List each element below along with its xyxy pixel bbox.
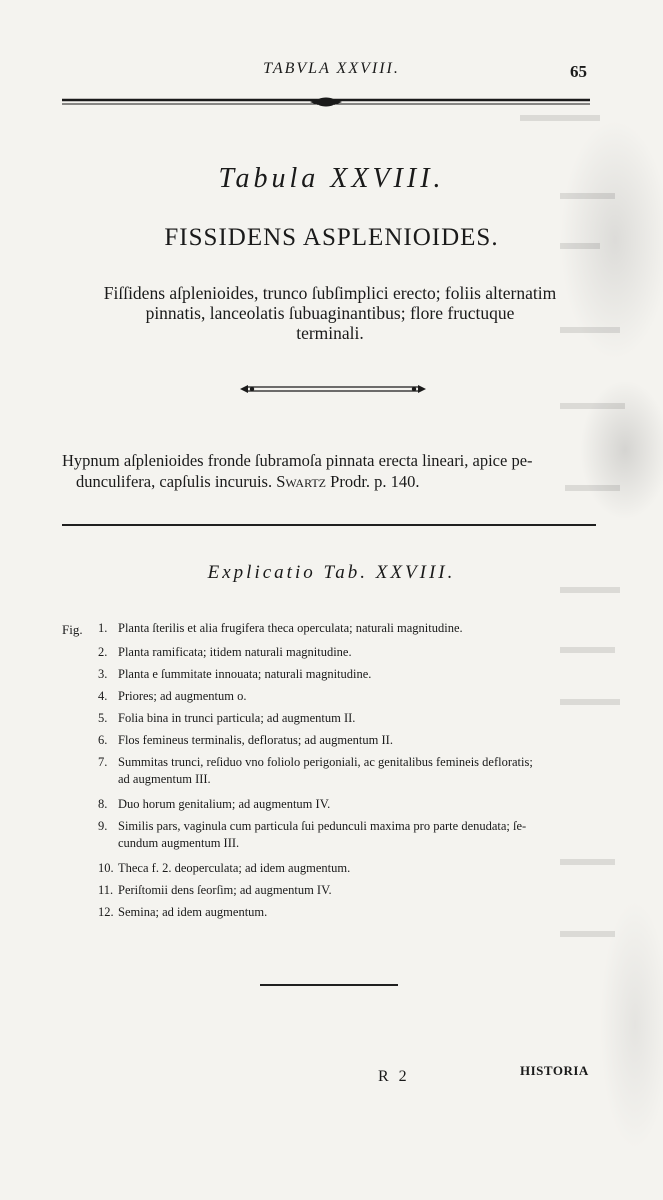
figure-description: Planta ramificata; itidem naturali magnitudine. — [118, 645, 352, 659]
figure-explanation-item — [98, 620, 598, 637]
figure-description-continuation: cundum augmentum III. — [118, 836, 240, 850]
species-name: FISSIDENS ASPLENIOIDES. — [164, 224, 499, 251]
running-title: TABVLA XXVIII. — [263, 60, 400, 77]
signature-mark: R 2 — [378, 1068, 410, 1085]
figure-explanation-item — [98, 688, 598, 705]
figure-number: 4. — [98, 689, 108, 703]
figure-explanation-item — [98, 710, 598, 727]
explicatio-title: Explicatio Tab. XXVIII. — [207, 562, 456, 583]
synonym-line: Hypnum aſplenioides fronde ſubramoſa pinnata erecta lineari, apice pe- — [62, 451, 533, 470]
figure-description: Planta ſterilis et alia frugifera theca operculata; naturali magnitudine. — [118, 621, 463, 635]
figure-number: 2. — [98, 645, 108, 659]
figure-explanation-item — [98, 666, 598, 683]
diagnosis-line: pinnatis, lanceolatis ſubuaginantibus; flore fructuque — [145, 303, 515, 323]
catchword: HISTORIA — [520, 1063, 589, 1078]
figure-number: 5. — [98, 711, 108, 725]
plate-title: Tabula XXVIII. — [218, 163, 445, 194]
closing-rule — [260, 984, 398, 986]
paper-stain — [600, 900, 663, 1150]
figure-description: Summitas trunci, reſiduo vno foliolo perigoniali, ac genitalibus femineis defloratis; — [118, 755, 533, 769]
synonym-reference: Prodr. p. 140. — [330, 472, 420, 491]
figure-description: Periſtomii dens ſeorſim; ad augmentum IV. — [118, 883, 332, 897]
figure-description: Folia bina in trunci particula; ad augmentum II. — [118, 711, 356, 725]
synonym-author: Swartz — [276, 472, 327, 491]
species-diagnosis — [62, 283, 598, 343]
figure-number: 3. — [98, 667, 108, 681]
figure-explanation-item — [98, 904, 598, 921]
figure-number: 10. — [98, 861, 114, 875]
figure-explanation-item — [98, 732, 598, 749]
diagnosis-line: terminali. — [296, 323, 364, 343]
figure-explanation-item — [98, 882, 598, 899]
figure-explanation-item — [98, 818, 598, 852]
figure-explanation-item — [98, 644, 598, 661]
figure-number: 11. — [98, 883, 114, 897]
figure-description: Theca f. 2. deoperculata; ad idem augmentum. — [118, 861, 351, 875]
figure-description: Similis pars, vaginula cum particula ſui pedunculi maxima pro parte denudata; ſe- — [118, 819, 527, 833]
figure-explanation-item — [98, 754, 598, 788]
page-number: 65 — [570, 62, 587, 81]
figure-number: 6. — [98, 733, 108, 747]
figure-number: 12. — [98, 905, 114, 919]
synonym-text: dunculifera, capſulis incuruis. — [76, 472, 273, 491]
figure-number: 7. — [98, 755, 108, 769]
figure-description: Planta e ſummitate innouata; naturali magnitudine. — [118, 667, 372, 681]
fig-label: Fig. — [62, 622, 83, 637]
figure-description: Priores; ad augmentum o. — [118, 689, 247, 703]
figure-description: Semina; ad idem augmentum. — [118, 905, 268, 919]
synonym-line — [62, 471, 594, 492]
figure-number: 1. — [98, 621, 108, 635]
synonym-citation — [62, 450, 594, 492]
figure-explanation-item — [98, 796, 598, 813]
header-ornamental-rule — [62, 96, 590, 108]
ornamental-divider — [240, 382, 426, 396]
figure-number: 9. — [98, 819, 108, 833]
diagnosis-line: Fiſſidens aſplenioides, trunco ſubſimplici erecto; foliis alternatim — [103, 283, 557, 303]
figure-description: Duo horum genitalium; ad augmentum IV. — [118, 797, 331, 811]
figure-description-continuation: ad augmentum III. — [118, 772, 211, 786]
figure-explanation-item — [98, 860, 598, 877]
figure-description: Flos femineus terminalis, defloratus; ad augmentum II. — [118, 733, 393, 747]
section-rule — [62, 524, 596, 526]
figure-number: 8. — [98, 797, 108, 811]
